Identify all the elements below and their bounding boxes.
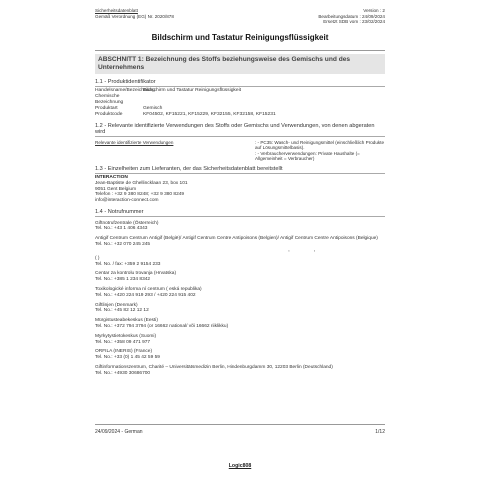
identifier-row bbox=[95, 112, 385, 118]
emergency-phone: Tel. No.: +32 070 245 245 bbox=[95, 241, 151, 247]
emergency-phone: Tel. No.: +45 82 12 12 12 bbox=[95, 308, 149, 314]
identifier-value: Bildschirm und Tastatur Reinigungsflüssigkeit bbox=[143, 87, 242, 93]
emergency-phone: Tel. No.: +385 1 234 8342 bbox=[95, 277, 151, 283]
identifier-row bbox=[95, 94, 385, 106]
emergency-entry bbox=[95, 318, 385, 330]
subsection-1-3: 1.3 - Einzelheiten zum Lieferanten, der das Sicherheitsdatenblatt bereitstellt bbox=[95, 166, 385, 174]
emergency-center-name: ORFILA (INERIS) (France) bbox=[95, 349, 153, 355]
emergency-phone: Tel. No.: +420 224 919 293 / +420 224 915 402 bbox=[95, 292, 196, 298]
emergency-center-name: Centar za kontrolu trovanja (Hrvatska) bbox=[95, 271, 177, 277]
emergency-entry bbox=[95, 303, 385, 315]
supplier-address-2: 9051 Gent Belgium bbox=[95, 186, 137, 192]
doc-type: Sicherheitsdatenblatt bbox=[95, 8, 138, 13]
emergency-center-name: Giftlinjen (Denmark) bbox=[95, 302, 138, 308]
identifier-value bbox=[143, 94, 385, 106]
emergency-entry bbox=[95, 256, 385, 268]
emergency-phone: Tel. No. / fax: +359 2 9154 233 bbox=[95, 261, 161, 267]
page-footer bbox=[95, 424, 385, 435]
regulation: Gemäß Verordnung (EG) Nr. 2020/878 bbox=[95, 13, 174, 19]
emergency-center-name: Giftnotrufzentrale (Österreich) bbox=[95, 220, 159, 226]
emergency-center-name: Antigif Centrum Centrum Antigif (België)/ Antigif Centrum Centre Antipoisons (Belgien)/ Antigif Centrum Centre Antipoisons (Belgique) bbox=[95, 236, 378, 242]
emergency-phone: Tel. No.: +4930 30686700 bbox=[95, 370, 151, 376]
supplier-address-1: Jean-Baptiste de Ghellincklaan 23, box 101 bbox=[95, 180, 188, 186]
section-1-heading: ABSCHNITT 1: Bezeichnung des Stoffs beziehungsweise des Gemischs und des Unternehmens bbox=[95, 54, 385, 74]
supplier-email: info@interaction-connect.com bbox=[95, 198, 159, 204]
emergency-center-name: Mürgistusteabekeskus (Eesti) bbox=[95, 318, 158, 324]
relevant-uses bbox=[95, 140, 385, 162]
replaces-date: Ersetzt SDB vom : 23/02/2024 bbox=[323, 19, 385, 25]
supplier-block bbox=[95, 175, 385, 204]
uses-label: Relevante identifizierte Verwendungen bbox=[95, 139, 174, 145]
page-number: 1/12 bbox=[375, 429, 385, 435]
scan-dots: , , bbox=[288, 246, 315, 253]
emergency-entry bbox=[95, 271, 385, 283]
emergency-phone: Tel. No.: +43 1 406 4343 bbox=[95, 226, 148, 232]
supplier-name: INTERACTION bbox=[95, 175, 128, 180]
emergency-entry bbox=[95, 334, 385, 346]
revision-date: Bearbeitungsdatum : 24/09/2024 bbox=[318, 13, 385, 19]
subsection-1-1: 1.1 - Produktidentifikator bbox=[95, 79, 385, 87]
identifier-key: Chemische Bezeichnung bbox=[95, 93, 124, 105]
emergency-center-name: Giftinformationszentrum, Charité – Universitätsmedizin Berlin, Hindenburgdamm 30, 12203 Berlin (Deutschland) bbox=[95, 364, 333, 370]
emergency-center-name: ( ) bbox=[95, 255, 100, 261]
uses-values: : - PC35: Wasch- und Reinigungsmittel (einschließlich Produkte auf Lösungsmittelbasis). : - Verbraucherverwendungen: Private Haushalte (= Allgemeinheit = Verbraucher) bbox=[255, 139, 385, 161]
identifier-value: Gemisch bbox=[143, 105, 163, 111]
emergency-entry bbox=[95, 287, 385, 299]
document-title: Bildschirm und Tastatur Reinigungsflüssigkeit bbox=[151, 33, 329, 42]
identifier-value: KF04502, KF15221, KF15229, KF32155, KF32158, KF15231 bbox=[143, 111, 276, 117]
emergency-phone: Tel. No.: +372 794 3794 (or 16662 national/ või 16662 riiklikku) bbox=[95, 323, 229, 329]
emergency-contacts bbox=[95, 221, 385, 377]
header-left bbox=[95, 8, 174, 19]
identifier-key: Produktcode bbox=[95, 111, 123, 117]
emergency-center-name: Myrkytystietokeskus (Suomi) bbox=[95, 333, 157, 339]
footer-date-language: 24/09/2024 - German bbox=[95, 429, 143, 435]
title-divider bbox=[95, 50, 385, 51]
emergency-entry bbox=[95, 221, 385, 233]
emergency-entry bbox=[95, 365, 385, 377]
header-right bbox=[318, 8, 385, 25]
emergency-phone: Tel. No.: +33 (0) 1 45 42 59 59 bbox=[95, 355, 160, 361]
subsection-1-2: 1.2 - Relevante identifizierte Verwendungen des Stoffs oder Gemischs und Verwendungen, von denen abgeraten wird bbox=[95, 123, 385, 137]
identifier-key: Produktart bbox=[95, 105, 118, 111]
footer-logo-text: Logic808 bbox=[228, 463, 252, 469]
emergency-phone: Tel. No.: +358 09 471 977 bbox=[95, 339, 151, 345]
version: Version : 2 bbox=[363, 8, 385, 13]
emergency-entry bbox=[95, 236, 385, 248]
document-content bbox=[95, 50, 385, 377]
product-identifiers bbox=[95, 88, 385, 118]
emergency-center-name: Toxikologické informa ní centrum ( eská republika) bbox=[95, 286, 202, 292]
identifier-key: Handelsname/Bezeichnung bbox=[95, 87, 155, 93]
subsection-1-4: 1.4 - Notrufnummer bbox=[95, 209, 385, 217]
supplier-phone: Telefon : +32 9 380 8248; +32 9 380 8249 bbox=[95, 192, 185, 198]
emergency-entry bbox=[95, 349, 385, 361]
